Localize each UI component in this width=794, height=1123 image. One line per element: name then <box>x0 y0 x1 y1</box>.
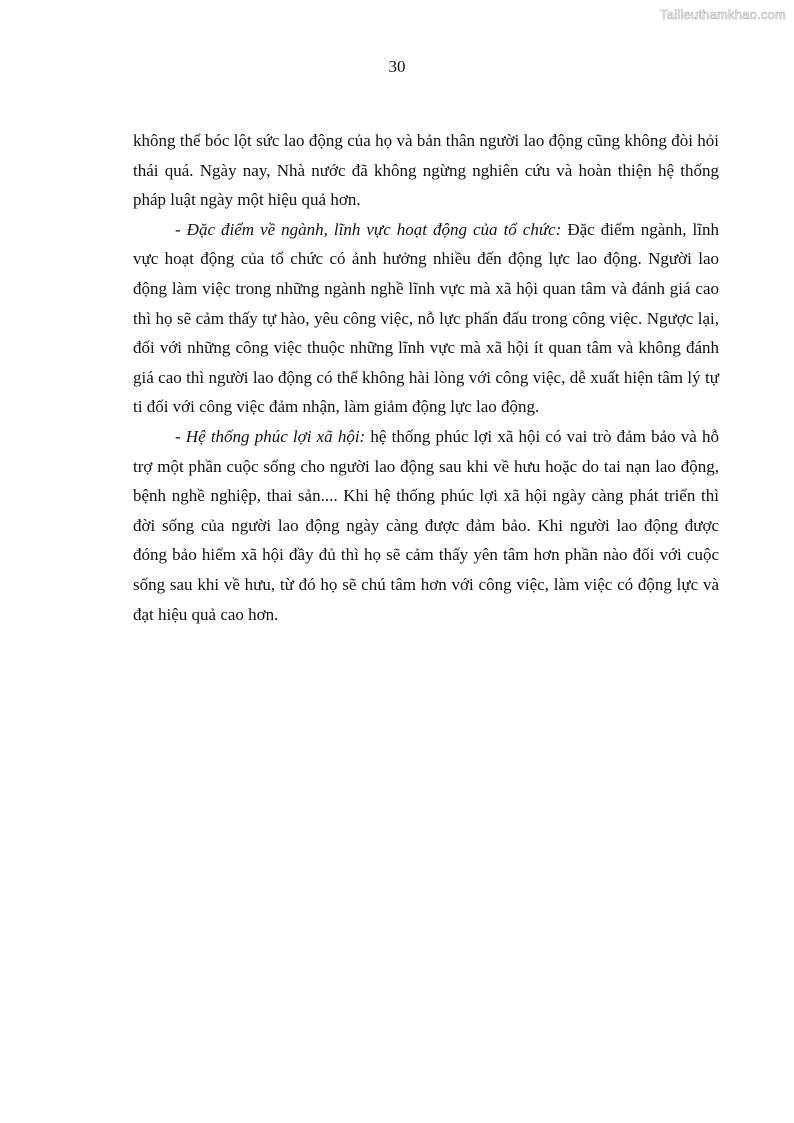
paragraph-text: Đặc điểm ngành, lĩnh vực hoạt động của tổ chức có ảnh hưởng nhiều đến động lực lao động. Người lao động làm việc trong những ngành nghề lĩnh vực mà xã hội quan tâm và đánh giá cao thì họ sẽ cảm thấy tự hào, yêu công việc, nỗ lực phấn đấu trong công việc. Ngược lại, đối với những công việc thuộc những lĩnh vực mà xã hội ít quan tâm và không đánh giá cao thì người lao động có thể không hài lòng với công việc, dễ xuất hiện tâm lý tự ti đối với công việc đảm nhận, làm giảm động lực lao động. <box>133 219 719 417</box>
paragraph-text: không thể bóc lột sức lao động của họ và bản thân người lao động cũng không đòi hỏi thái quá. Ngày nay, Nhà nước đã không ngừng nghiên cứu và hoàn thiện hệ thống pháp luật ngày một hiệu quả hơn. <box>133 131 719 210</box>
watermark: Tailieuthamkhao.com <box>660 7 786 22</box>
paragraph-heading: - Hệ thống phúc lợi xã hội: <box>175 426 366 446</box>
paragraph-text: hệ thống phúc lợi xã hội có vai trò đảm bảo và hỗ trợ một phần cuộc sống cho người lao động sau khi về hưu hoặc do tai nạn lao động, bệnh nghề nghiệp, thai sản.... Khi hệ thống phúc lợi xã hội ngày càng phát triển thì đời sống của người lao động ngày càng được đảm bảo. Khi người lao động được đóng bảo hiểm xã hội đầy đủ thì họ sẽ cảm thấy yên tâm hơn phần nào đối với cuộc sống sau khi về hưu, từ đó họ sẽ chú tâm hơn với công việc, làm việc có động lực và đạt hiệu quả cao hơn. <box>133 426 719 624</box>
document-body <box>133 126 719 629</box>
paragraph-heading: - Đặc điểm về ngành, lĩnh vực hoạt động của tổ chức: <box>175 219 562 239</box>
page-number: 30 <box>388 57 406 76</box>
paragraph <box>133 126 719 215</box>
paragraph <box>133 422 719 629</box>
paragraph <box>133 215 719 422</box>
